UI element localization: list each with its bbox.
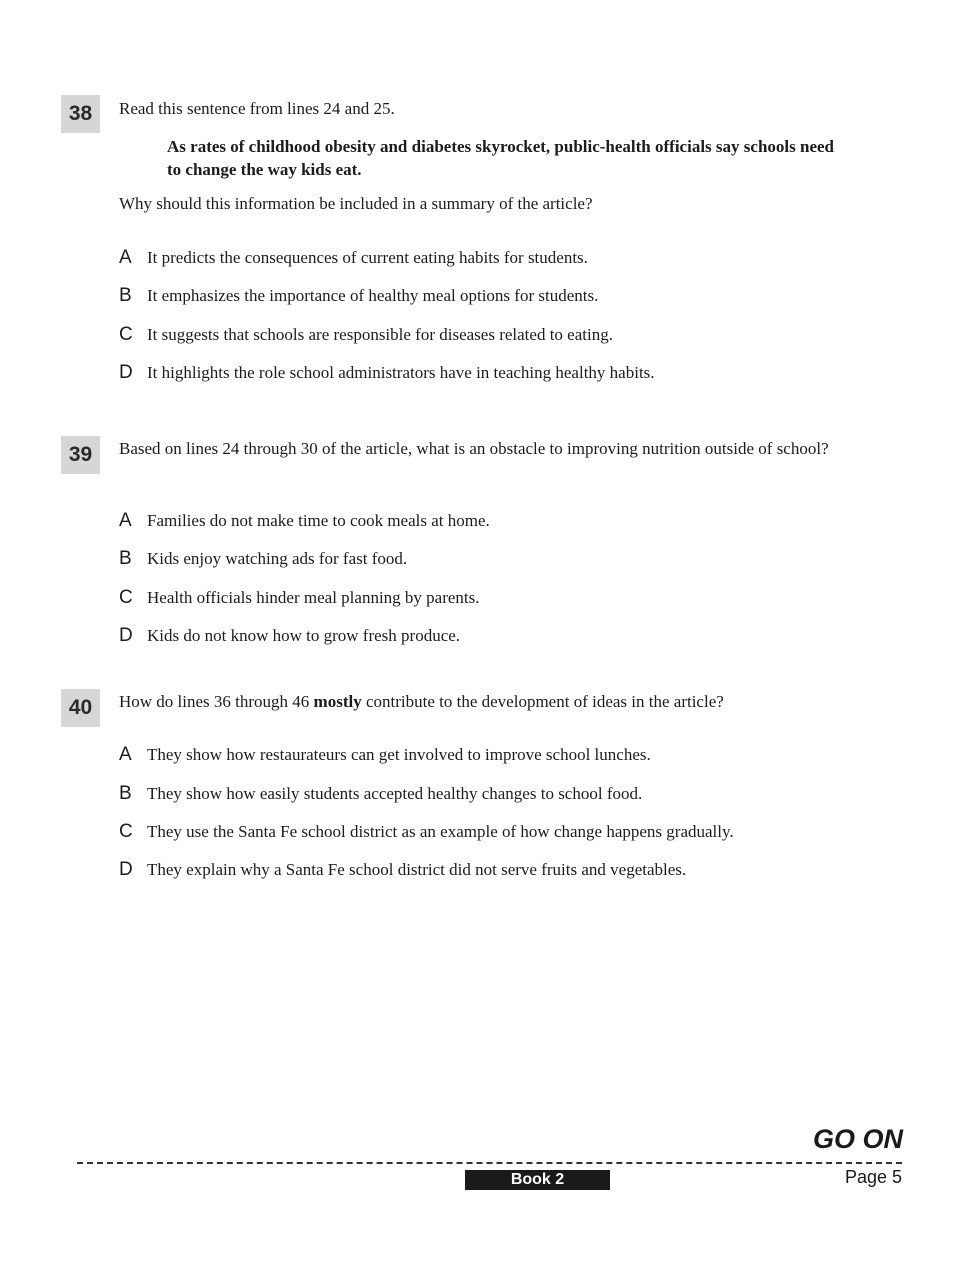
option-text: It suggests that schools are responsible for diseases related to eating. — [147, 325, 613, 344]
question-40-option-b[interactable] — [119, 783, 909, 805]
stem-text: How do lines 36 through 46 — [119, 692, 314, 711]
question-number-39: 39 — [61, 436, 100, 474]
option-text: It predicts the consequences of current eating habits for students. — [147, 248, 588, 267]
option-text: They show how easily students accepted healthy changes to school food. — [147, 784, 643, 803]
stem-text: contribute to the development of ideas in the article? — [361, 692, 724, 711]
question-39-option-c[interactable] — [119, 587, 909, 609]
question-39-option-a[interactable] — [119, 510, 909, 532]
question-number-38: 38 — [61, 95, 100, 133]
option-letter: C — [119, 324, 133, 345]
option-letter: B — [119, 783, 132, 804]
option-text: It emphasizes the importance of healthy meal options for students. — [147, 286, 599, 305]
stem-emphasis: mostly — [313, 692, 362, 711]
go-on-label: GO ON — [812, 1124, 903, 1154]
question-39-option-b[interactable] — [119, 548, 909, 570]
question-38-option-a[interactable] — [119, 247, 909, 269]
option-text: They show how restaurateurs can get involved to improve school lunches. — [147, 745, 651, 764]
question-39-option-d[interactable] — [119, 625, 909, 647]
option-text: It highlights the role school administrators have in teaching healthy habits. — [147, 363, 655, 382]
question-40-option-c[interactable] — [119, 821, 909, 843]
footer-divider — [77, 1162, 902, 1164]
question-38-option-d[interactable] — [119, 362, 909, 384]
question-number-40: 40 — [61, 689, 100, 727]
option-letter: A — [119, 510, 132, 531]
question-39-stem: Based on lines 24 through 30 of the article, what is an obstacle to improving nutrition outside of school? — [119, 439, 829, 458]
book-label: Book 2 — [465, 1170, 610, 1190]
option-letter: B — [119, 285, 132, 306]
option-letter: A — [119, 744, 132, 765]
option-letter: B — [119, 548, 132, 569]
option-text: Kids enjoy watching ads for fast food. — [147, 549, 408, 568]
option-letter: C — [119, 821, 133, 842]
question-38-prompt: Why should this information be included in a summary of the article? — [119, 194, 593, 213]
option-text: Families do not make time to cook meals at home. — [147, 511, 490, 530]
question-40-option-d[interactable] — [119, 859, 909, 881]
question-38-quote: As rates of childhood obesity and diabetes skyrocket, public-health officials say schools need to change the way kids eat. — [167, 137, 834, 179]
option-text: Kids do not know how to grow fresh produce. — [147, 626, 461, 645]
question-38-option-b[interactable] — [119, 285, 909, 307]
question-38-option-c[interactable] — [119, 324, 909, 346]
option-letter: A — [119, 247, 132, 268]
question-40-stem — [119, 690, 889, 713]
option-letter: D — [119, 859, 133, 880]
option-text: They use the Santa Fe school district as an example of how change happens gradually. — [147, 822, 734, 841]
option-text: Health officials hinder meal planning by parents. — [147, 588, 480, 607]
option-text: They explain why a Santa Fe school district did not serve fruits and vegetables. — [147, 860, 687, 879]
option-letter: C — [119, 587, 133, 608]
question-40-option-a[interactable] — [119, 744, 909, 766]
page-number: Page 5 — [844, 1167, 902, 1187]
option-letter: D — [119, 362, 133, 383]
option-letter: D — [119, 625, 133, 646]
question-38-stem: Read this sentence from lines 24 and 25. — [119, 99, 395, 118]
